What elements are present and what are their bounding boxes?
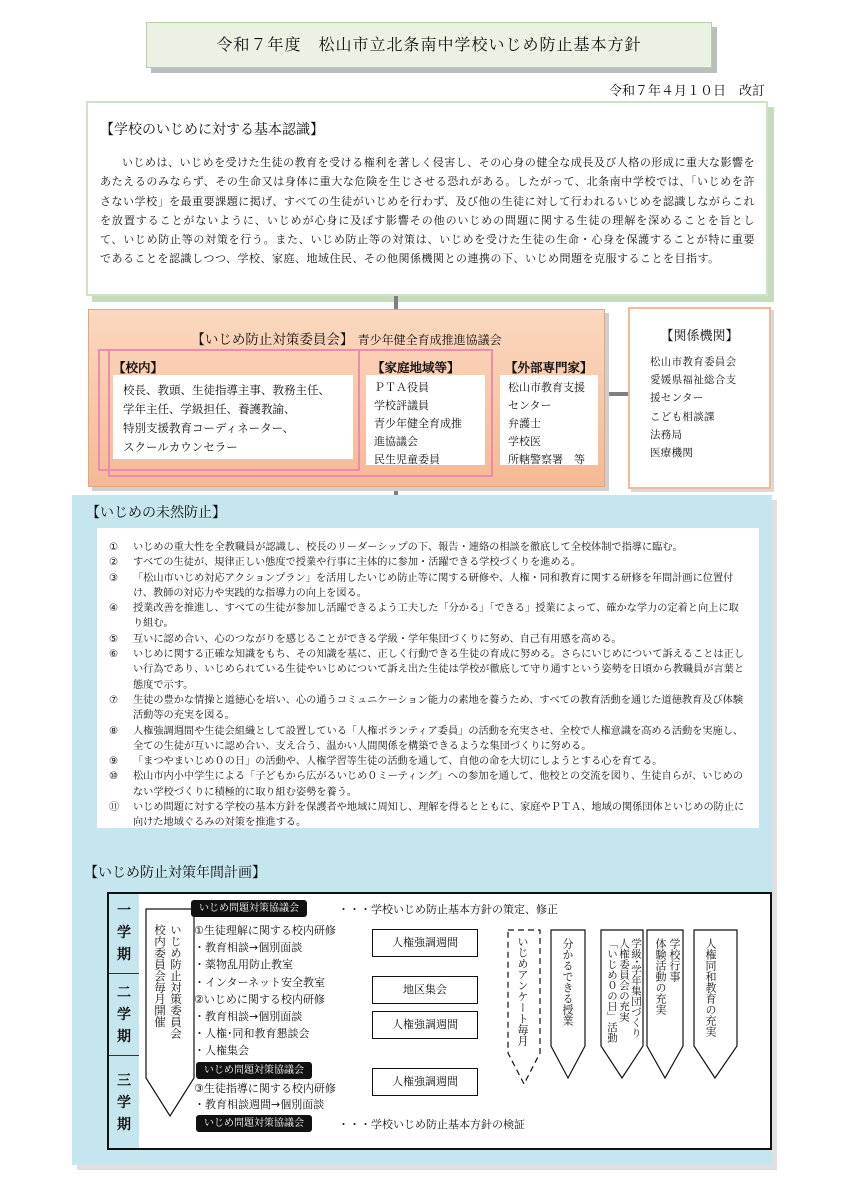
prevention-item-text: 「松山市いじめ対応アクションプラン」を活用したいじめ防止等に関する研修や、人権・同和教育に関する研修を年間計画に位置付け、教師の対応力や実践的な指導力の向上を図る。 <box>133 572 734 599</box>
basic-recognition-box <box>86 101 768 296</box>
external-member-line: 弁護士 <box>508 417 541 430</box>
prevention-item <box>97 647 748 693</box>
activity-line: ①生徒理解に関する校内研修 <box>194 924 336 937</box>
school-member-line: スクールカウンセラー <box>123 440 238 454</box>
event-box: 人権強調週間 <box>372 1068 478 1096</box>
prevention-item-text: 「まつやまいじめ０の日」の活動や、人権学習等生徒の活動を通して、自他の命を大切にしようとする心を育てる。 <box>133 756 663 768</box>
committee-title: 【いじめ防止対策委員会】 <box>191 332 354 348</box>
external-member-line: 所轄警察署 等 <box>508 453 585 466</box>
prevention-item <box>97 724 748 755</box>
committee-vertical-text: いじめ防止対策委員会 校内委員会毎月開催 <box>153 924 183 1039</box>
external-label: 【外部専門家】 <box>505 360 593 375</box>
term-second: 二学期 <box>109 974 139 1056</box>
school-member-line: 特別支援教育コーディネーター、 <box>123 421 295 435</box>
prevention-item-text: いじめに関する正確な知識をもち、その知識を基に、正しく行動できる生徒の育成に努める。さらにいじめについて訴えることは正しい行為であり、いじめられている生徒やいじめについて訴え出た生徒は学校が徹底して守り通すという姿勢を日頃から教職員が言葉と態度で示す。 <box>133 649 745 691</box>
prevention-item-number: ③ <box>109 572 119 584</box>
related-agencies-box <box>628 307 771 489</box>
prevention-item-number: ⑤ <box>109 633 119 645</box>
prevention-item <box>97 769 748 800</box>
activity-line: ③生徒指導に関する校内研修 <box>194 1082 336 1095</box>
agencies-title: 【関係機関】 <box>660 329 739 344</box>
school-member-line: 校長、教頭、生徒指導主事、教務主任、 <box>123 383 330 397</box>
agency-item: 愛媛県福祉総合支 <box>650 374 737 387</box>
agency-item: 松山市教育委員会 <box>650 356 737 368</box>
prevention-item-number: ② <box>109 557 119 569</box>
activity-line: ・薬物乱用防止教室 <box>194 958 293 972</box>
agency-item: 医療機関 <box>650 447 694 460</box>
event-box: 人権強調週間 <box>372 929 478 957</box>
prevention-item-text: 互いに認め合い、心のつながりを感じることができる学級・学年集団づくりに努め、自己有用感を高める。 <box>133 633 622 645</box>
prevention-item-text: すべての生徒が、規律正しい態度で授業や行事に主体的に参加・活躍できる学校づくりを進める。 <box>133 557 582 569</box>
prevention-item-number: ⑩ <box>109 771 119 783</box>
external-members-box <box>500 375 598 465</box>
prevention-item <box>97 800 748 831</box>
basic-heading: 【学校のいじめに対する基本認識】 <box>100 122 324 138</box>
prevention-item-text: いじめの重大性を全教職員が認識し、校長のリーダーシップの下、報告・連絡の相談を徹底して全校体制で指導に臨む。 <box>133 542 683 553</box>
school-member-line: 学年主任、学級担任、養護教諭、 <box>123 402 296 416</box>
prevention-item-number: ⑧ <box>109 725 119 737</box>
external-member-line: 学校医 <box>508 435 541 448</box>
prevention-item <box>97 754 748 769</box>
arrow-label-events: 学校行事 体験活動の充実 <box>654 938 681 1015</box>
home-members-box <box>366 375 485 465</box>
event-box: 人権強調週間 <box>372 1011 478 1039</box>
external-member-line: センター <box>508 399 552 412</box>
prevention-item-text: 生徒の豊かな情操と道徳心を培い、心の通うコミュニケーション能力の素地を養うため、すべての教育活動を通じた道徳教育及び体験活動等の充実を図る。 <box>133 694 744 722</box>
external-member-line: 松山市教育支援 <box>508 381 585 394</box>
prevention-item-number: ① <box>109 542 119 553</box>
arrow-label-human-rights: 人権同和教育の充実 <box>704 938 717 1037</box>
home-member-line: 学校評議員 <box>374 399 429 412</box>
arrow-label-lessons: 分かるできる授業 <box>561 938 574 1026</box>
event-box: 地区集会 <box>372 976 478 1004</box>
agency-item: 法務局 <box>650 428 683 441</box>
prevention-item-number: ⑨ <box>109 756 119 768</box>
activities-list <box>194 922 336 1060</box>
prevention-item-text: いじめ問題に対する学校の基本方針を保護者や地域に周知し、理解を得るとともに、家庭やＰＴＡ、地域の関係団体といじめの防止に向けた地域ぐるみの対策を推進する。 <box>133 802 745 829</box>
term-column <box>109 894 139 1148</box>
prevention-item-number: ⑦ <box>109 694 119 706</box>
prevention-box <box>97 528 759 828</box>
term-first: 一学期 <box>109 894 139 974</box>
committee-heading <box>89 328 604 348</box>
council-pill-mid: いじめ問題対策協議会 <box>196 1062 312 1079</box>
arrow-label-class: 学級･学年集団づくり 人権委員会の充実 「いじめ０の日」活動 <box>606 938 642 1043</box>
activity-line: ・教育相談→個別面談 <box>194 1010 303 1024</box>
prevention-item <box>97 693 748 724</box>
council-pill-bottom: いじめ問題対策協議会 <box>196 1115 312 1132</box>
connector-line <box>394 296 398 310</box>
term-third: 三学期 <box>117 1073 131 1133</box>
activity-line: ・人権集会 <box>194 1044 249 1058</box>
prevention-item <box>97 555 748 570</box>
prevention-item <box>97 571 748 602</box>
arrow-label-survey: いじめアンケート毎月 <box>516 936 529 1046</box>
revised-date: 令和７年４月１０日 改訂 <box>608 84 765 99</box>
prevention-list <box>97 540 748 831</box>
home-member-line: 青少年健全育成推 <box>374 417 462 430</box>
agency-item: こども相談課 <box>650 410 715 423</box>
prevention-item <box>97 632 748 647</box>
activity-line: ・教育相談週間→個別面談 <box>194 1098 325 1111</box>
school-members-box <box>113 375 353 459</box>
prevention-title: 【いじめの未然防止】 <box>86 505 226 521</box>
page-title: 令和７年度 松山市立北条南中学校いじめ防止基本方針 <box>146 22 712 68</box>
bottom-note: ・・・学校いじめ防止基本方針の検証 <box>338 1118 525 1131</box>
top-note: ・・・学校いじめ防止基本方針の策定、修正 <box>338 903 558 916</box>
prevention-item-text: 松山市内小中学生による「子どもから広がるいじめ０ミーティング」への参加を通して、他校との交流を図り、生徒自らが、いじめのない学校づくりに積極的に取り組む姿勢を養う。 <box>133 771 744 798</box>
council-pill-top: いじめ問題対策協議会 <box>191 900 307 917</box>
home-member-line: 進協議会 <box>374 435 418 448</box>
activities-third-term <box>194 1081 336 1113</box>
prevention-item <box>97 601 748 632</box>
activity-line: ・人権･同和教育懇談会 <box>194 1027 310 1041</box>
prevention-item-text: 人権強調週間や生徒会組織として設置している「人権ボランティア委員」の活動を充実させ、全校で人権意識を高める活動を実施し、全ての生徒が互いに認め合い、支え合う、温かい人間関係を構築できるような集団づくりに努める。 <box>133 725 744 752</box>
home-member-line: 民生児童委員 <box>374 453 440 466</box>
committee-subtitle: 青少年健全育成推進協議会 <box>357 333 502 347</box>
prevention-item-number: ⑪ <box>109 802 120 814</box>
prevention-item-number: ④ <box>109 603 119 615</box>
activity-line: ・教育相談→個別面談 <box>194 941 303 955</box>
agency-item: 援センター <box>650 392 704 405</box>
prevention-item <box>97 540 748 555</box>
school-label: 【校内】 <box>113 360 164 375</box>
home-label: 【家庭地域等】 <box>372 360 460 375</box>
prevention-item-number: ⑥ <box>109 649 119 661</box>
plan-title: 【いじめ防止対策年間計画】 <box>84 865 266 881</box>
activity-line: ・インターネット安全教室 <box>194 975 326 989</box>
activity-line: ②いじめに関する校内研修 <box>194 992 325 1006</box>
prevention-item-text: 授業改善を推進し、すべての生徒が参加し活躍できるよう工夫した「分かる」「できる」授業によって、確かな学力の定着と向上に取り組む。 <box>133 603 739 630</box>
basic-body: いじめは、いじめを受けた生徒の教育を受ける権利を著しく侵害し、その心身の健全な成長及び人格の形成に重大な影響をあたえるのみならず、その生命又は身体に重大な危険を生じさせる恐れがある。したがって、北条南中学校では、「いじめを許さない学校」を最重要課題に掲げ、すべての生徒がいじめを行わず、及び他の生徒に対して行われるいじめを認識しながらこれを放置することがないように、いじめが心身に及ぼす影響その他のいじめの問題に関する生徒の理解を深めることを旨として、いじめ防止等の対策を行う。また、いじめ防止等の対策は、いじめを受けた生徒の生命・心身を保護することが特に重要であることを認識しつつ、学校、家庭、地域住民、その他関係機関との連携の下、いじめ問題を克服することを目指す。 <box>100 156 755 266</box>
home-member-line: ＰＴＡ役員 <box>374 381 429 394</box>
